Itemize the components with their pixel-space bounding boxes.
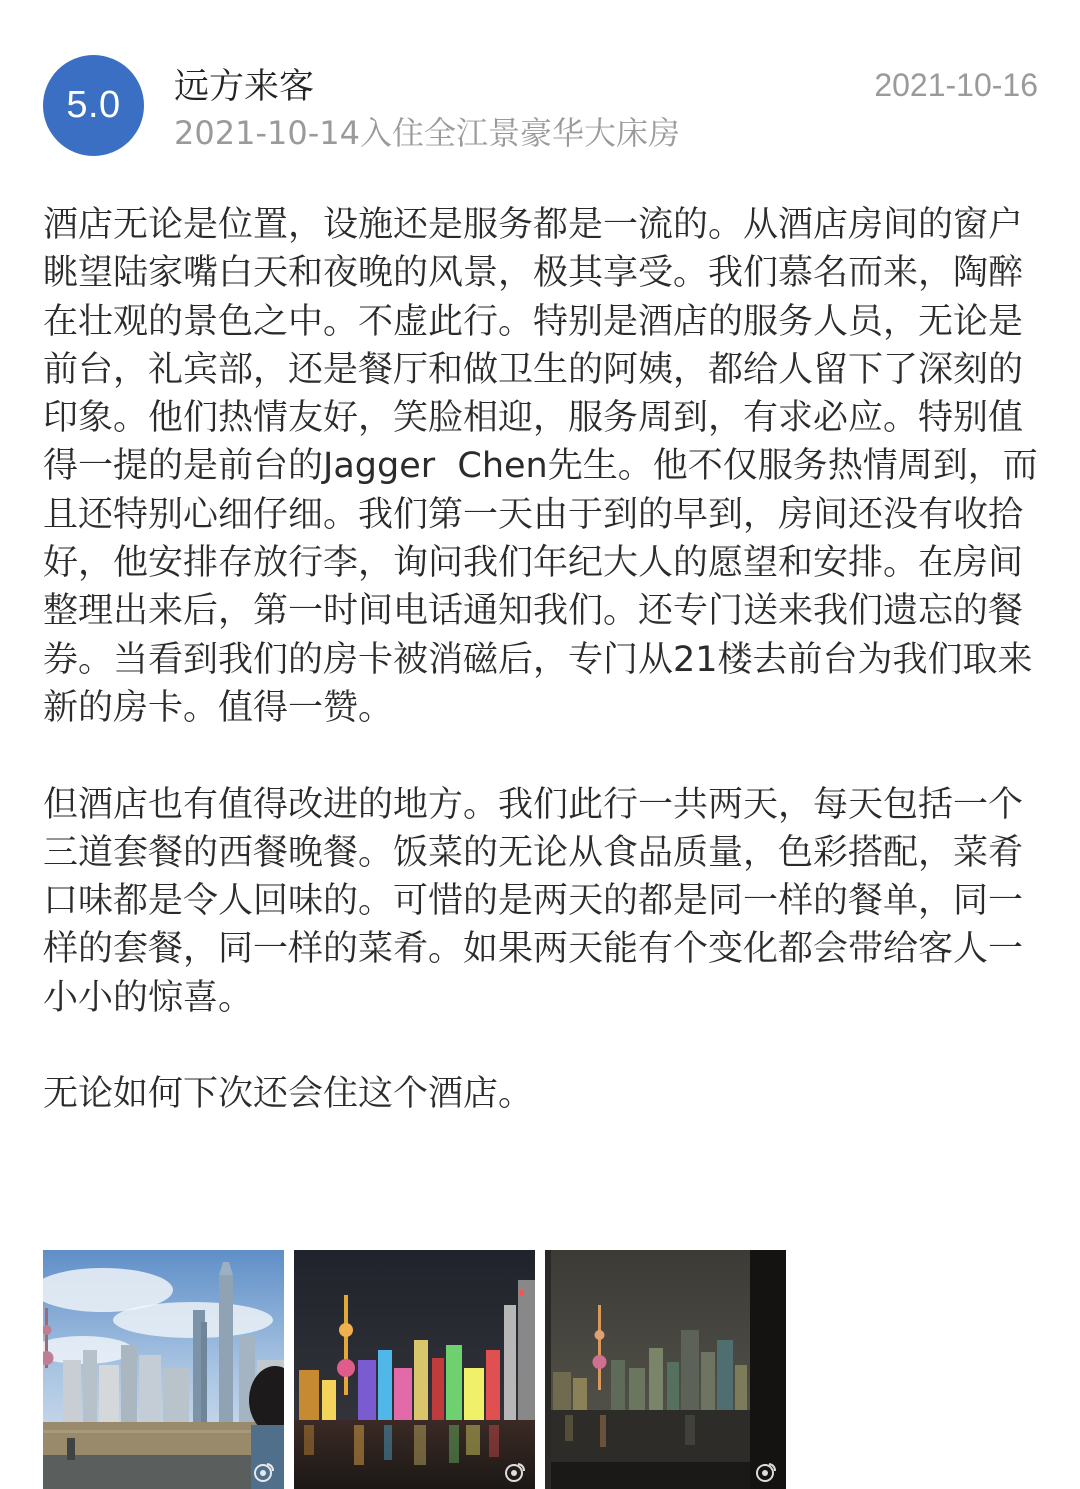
watermark-icon xyxy=(754,1461,778,1483)
watermark-icon xyxy=(252,1461,276,1483)
user-name[interactable]: 远方来客 xyxy=(174,67,315,107)
stay-info: 2021-10-14入住全江景豪华大床房 xyxy=(174,114,680,152)
review-date: 2021-10-16 xyxy=(874,67,1038,103)
review-photo[interactable] xyxy=(545,1250,786,1489)
review-paragraph: 但酒店也有值得改进的地方。我们此行一共两天，每天包括一个三道套餐的西餐晚餐。饭菜的无论从食品质量，色彩搭配，菜肴口味都是令人回味的。可惜的是两天的都是同一样的餐单，同一样的套餐，同一样的菜肴。如果两天能有个变化都会带给客人一小小的惊喜。 xyxy=(43,784,1024,1018)
review-paragraph: 酒店无论是位置，设施还是服务都是一流的。从酒店房间的窗户眺望陆家嘴白天和夜晚的风景，极其享受。我们慕名而来，陶醉在壮观的景色之中。不虚此行。特别是酒店的服务人员，无论是前台，礼宾部，还是餐厅和做卫生的阿姨，都给人留下了深刻的印象。他们热情友好，笑脸相迎，服务周到，有求必应。特别值得一提的是前台的Jagger Chen先生。他不仅服务热情周到，而且还特别心细仔细。我们第一天由于到的早到，房间还没有收拾好，他安排存放行李，询问我们年纪大人的愿望和安排。在房间整理出来后，第一时间电话通知我们。还专门送来我们遗忘的餐券。当看到我们的房卡被消磁后，专门从21楼去前台为我们取来新的房卡。值得一赞。 xyxy=(43,205,1038,728)
review-body xyxy=(43,201,1038,1119)
review-header xyxy=(43,55,1038,165)
review-photo[interactable] xyxy=(43,1250,284,1489)
review-photo[interactable] xyxy=(294,1250,535,1489)
score-badge: 5.0 xyxy=(43,55,144,156)
review-paragraph: 无论如何下次还会住这个酒店。 xyxy=(43,1074,534,1115)
watermark-icon xyxy=(503,1461,527,1483)
photo-gallery xyxy=(43,1250,796,1489)
